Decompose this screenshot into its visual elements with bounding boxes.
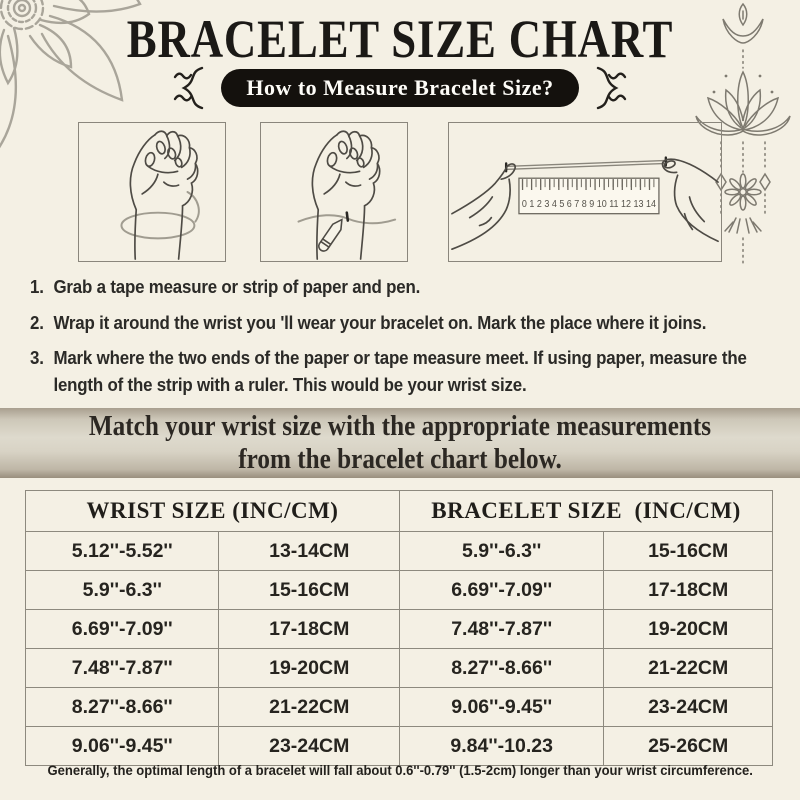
wrist-size-header: WRIST SIZE (INC/CM) <box>86 498 339 523</box>
match-size-banner <box>0 408 800 478</box>
wrist-cm-cell: 13-14CM <box>218 532 399 570</box>
instruction-steps <box>30 274 799 408</box>
bracelet-inch-cell: 9.06''-9.45'' <box>399 688 603 726</box>
table-row <box>26 726 772 765</box>
how-to-measure-badge: How to Measure Bracelet Size? <box>221 69 578 107</box>
wrist-cm-cell: 17-18CM <box>218 610 399 648</box>
wrist-inch-cell: 7.48''-7.87'' <box>71 656 173 679</box>
table-row <box>26 531 772 570</box>
banner-line-1: Match your wrist size with the appropriate measurements <box>88 411 712 442</box>
measuring-illustrations <box>78 122 722 262</box>
table-row <box>26 609 772 648</box>
page-title: BRACELET SIZE CHART <box>126 9 674 69</box>
bracelet-size-header: BRACELET SIZE (INC/CM) <box>399 491 772 531</box>
paper-strip-icon <box>507 160 667 169</box>
bracelet-inch-cell: 9.84''-10.23 <box>399 727 603 765</box>
bracelet-inch-cell: 7.48''-7.87'' <box>399 610 603 648</box>
step-2 <box>30 310 799 337</box>
step-text: Grab a tape measure or strip of paper and pen. <box>53 277 421 297</box>
mark-wrist-illustration <box>260 122 408 262</box>
size-chart-table <box>25 490 773 766</box>
bracelet-cm-cell: 17-18CM <box>603 571 772 609</box>
right-hand-sketch-icon <box>662 159 718 241</box>
wrap-tape-illustration <box>78 122 226 262</box>
bracelet-cm-cell: 19-20CM <box>603 610 772 648</box>
table-row <box>26 570 772 609</box>
fist-sketch-icon <box>130 131 197 259</box>
small-flower-icon <box>725 174 761 210</box>
wrist-inch-cell: 8.27''-8.66'' <box>71 695 173 718</box>
table-row <box>26 648 772 687</box>
table-row <box>26 687 772 726</box>
ruler-icon <box>519 178 659 213</box>
wrist-cm-cell: 19-20CM <box>218 649 399 687</box>
marker-pen-icon <box>319 220 342 251</box>
ruler-measure-illustration <box>448 122 722 262</box>
wrist-inch-cell: 6.69''-7.09'' <box>71 617 173 640</box>
wrist-inch-cell: 9.06''-9.45'' <box>71 734 173 757</box>
step-3 <box>30 345 799 398</box>
how-to-measure-badge-row <box>0 68 800 108</box>
step-1 <box>30 274 799 301</box>
wrist-cm-cell: 21-22CM <box>218 688 399 726</box>
bracelet-inch-cell: 8.27''-8.66'' <box>399 649 603 687</box>
banner-line-2: from the bracelet chart below. <box>238 444 562 475</box>
wrist-inch-cell: 5.9''-6.3'' <box>82 578 162 601</box>
table-header-row <box>26 491 772 531</box>
step-number: 2. <box>30 312 44 333</box>
step-number: 3. <box>30 348 44 369</box>
mark-tick-icon <box>347 213 348 221</box>
ruler-numbers: 0 1 2 3 4 5 6 7 8 9 10 11 12 13 14 <box>521 198 657 210</box>
step-text: Wrap it around the wrist you 'll wear your bracelet on. Mark the place where it joins. <box>53 312 707 333</box>
bracelet-cm-cell: 25-26CM <box>603 727 772 765</box>
step-text: Mark where the two ends of the paper or tape measure meet. If using paper, measure the length of the strip with a ruler. This would be your wrist size. <box>53 348 747 395</box>
squiggle-left-icon <box>172 65 206 111</box>
wrist-inch-cell: 5.12''-5.52'' <box>71 539 173 562</box>
bracelet-inch-cell: 6.69''-7.09'' <box>399 571 603 609</box>
footnote <box>0 762 800 778</box>
wrist-cm-cell: 23-24CM <box>218 727 399 765</box>
bracelet-cm-cell: 15-16CM <box>603 532 772 570</box>
bracelet-inch-cell: 5.9''-6.3'' <box>399 532 603 570</box>
bracelet-cm-cell: 21-22CM <box>603 649 772 687</box>
squiggle-right-icon <box>594 65 628 111</box>
step-number: 1. <box>30 277 44 297</box>
bracelet-cm-cell: 23-24CM <box>603 688 772 726</box>
wrist-cm-cell: 15-16CM <box>218 571 399 609</box>
footnote-text: Generally, the optimal length of a bracelet will fall about 0.6''-0.79'' (1.5-2cm) longer than your wrist circumference. <box>47 762 753 778</box>
left-hand-sketch-icon <box>452 164 515 249</box>
